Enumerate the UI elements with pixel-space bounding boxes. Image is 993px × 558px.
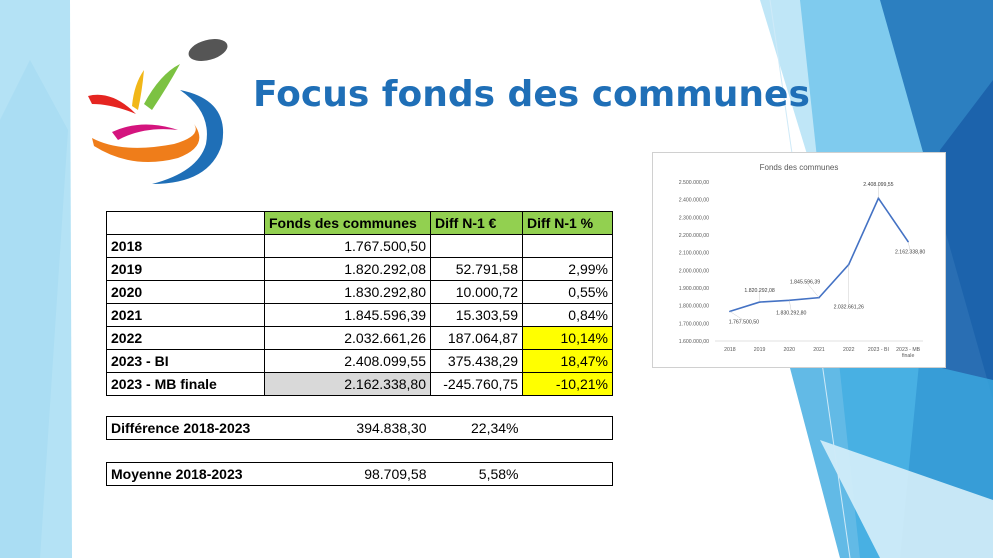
data-label: 1.830.292,80 — [776, 310, 807, 317]
chart-svg — [653, 153, 945, 367]
row-value: 2.032.661,26 — [265, 327, 431, 350]
header-diff-eur: Diff N-1 € — [431, 212, 523, 235]
moyenne-label: Moyenne 2018-2023 — [107, 463, 265, 486]
header-diff-pct: Diff N-1 % — [523, 212, 613, 235]
table-header-row — [107, 212, 613, 235]
row-diff-pct: 18,47% — [523, 350, 613, 373]
table-row — [107, 327, 613, 350]
row-year: 2023 - BI — [107, 350, 265, 373]
row-year: 2021 — [107, 304, 265, 327]
moyenne-pct: 5,58% — [431, 463, 523, 486]
y-tick-label: 1.800.000,00 — [678, 303, 709, 310]
x-tick-label: 2019 — [753, 347, 766, 353]
data-label: 2.408.099,55 — [863, 182, 894, 189]
data-label: 2.032.661,26 — [833, 304, 864, 311]
x-tick-label: 2021 — [813, 347, 825, 353]
row-diff-pct: 0,55% — [523, 281, 613, 304]
y-tick-label: 1.600.000,00 — [678, 339, 709, 345]
y-tick-label: 2.400.000,00 — [678, 197, 709, 204]
row-diff-eur: 52.791,58 — [431, 258, 523, 281]
table-row — [107, 235, 613, 258]
slide-title: Focus fonds des communes — [253, 74, 810, 115]
row-value: 1.820.292,08 — [265, 258, 431, 281]
moyenne-row — [107, 463, 613, 486]
chart-title: Fonds des communes — [759, 163, 839, 172]
x-tick-label: 2023 - MB finale — [896, 347, 921, 359]
y-tick-label: 1.900.000,00 — [678, 286, 709, 292]
table-row — [107, 281, 613, 304]
row-diff-pct: -10,21% — [523, 373, 613, 396]
row-diff-pct: 10,14% — [523, 327, 613, 350]
moyenne-value: 98.709,58 — [265, 463, 431, 486]
difference-label: Différence 2018-2023 — [107, 417, 265, 440]
x-tick-label: 2022 — [842, 347, 855, 353]
difference-value: 394.838,30 — [265, 417, 431, 440]
row-value: 1.845.596,39 — [265, 304, 431, 327]
row-diff-eur: 375.438,29 — [431, 350, 523, 373]
row-value: 1.830.292,80 — [265, 281, 431, 304]
y-tick-label: 2.300.000,00 — [678, 215, 709, 222]
x-tick-label: 2020 — [783, 347, 796, 353]
data-label: 1.845.596,39 — [789, 279, 821, 286]
y-tick-label: 2.100.000,00 — [678, 250, 709, 257]
row-year: 2018 — [107, 235, 265, 258]
moyenne-table — [106, 462, 613, 486]
row-diff-eur — [431, 235, 523, 258]
header-fonds: Fonds des communes — [265, 212, 431, 235]
header-blank — [107, 212, 265, 235]
data-label: 1.767.500,50 — [728, 319, 760, 326]
row-year: 2022 — [107, 327, 265, 350]
row-diff-eur: 187.064,87 — [431, 327, 523, 350]
difference-pct: 22,34% — [431, 417, 523, 440]
row-value: 2.408.099,55 — [265, 350, 431, 373]
row-year: 2023 - MB finale — [107, 373, 265, 396]
y-tick-label: 2.500.000,00 — [678, 180, 709, 186]
table-row — [107, 258, 613, 281]
row-value: 2.162.338,80 — [265, 373, 431, 396]
difference-table — [106, 416, 613, 440]
fonds-table — [106, 211, 613, 396]
moyenne-empty — [523, 463, 613, 486]
table-row — [107, 373, 613, 396]
row-year: 2019 — [107, 258, 265, 281]
x-tick-label: 2018 — [724, 347, 736, 353]
table-row — [107, 350, 613, 373]
data-label: 2.162.338,80 — [894, 249, 926, 256]
difference-empty — [523, 417, 613, 440]
table-row — [107, 304, 613, 327]
row-diff-pct: 2,99% — [523, 258, 613, 281]
line-chart — [652, 152, 946, 368]
row-year: 2020 — [107, 281, 265, 304]
x-tick-label: 2023 - BI — [867, 347, 889, 353]
series-line — [730, 198, 908, 311]
row-diff-pct: 0,84% — [523, 304, 613, 327]
row-diff-eur: -245.760,75 — [431, 373, 523, 396]
y-tick-label: 1.700.000,00 — [678, 321, 709, 328]
y-tick-label: 2.200.000,00 — [678, 233, 709, 239]
data-label: 1.820.292,08 — [744, 288, 775, 295]
row-diff-pct — [523, 235, 613, 258]
row-diff-eur: 15.303,59 — [431, 304, 523, 327]
difference-row — [107, 417, 613, 440]
logo-icon — [82, 34, 242, 194]
row-value: 1.767.500,50 — [265, 235, 431, 258]
y-tick-label: 2.000.000,00 — [678, 268, 709, 275]
row-diff-eur: 10.000,72 — [431, 281, 523, 304]
